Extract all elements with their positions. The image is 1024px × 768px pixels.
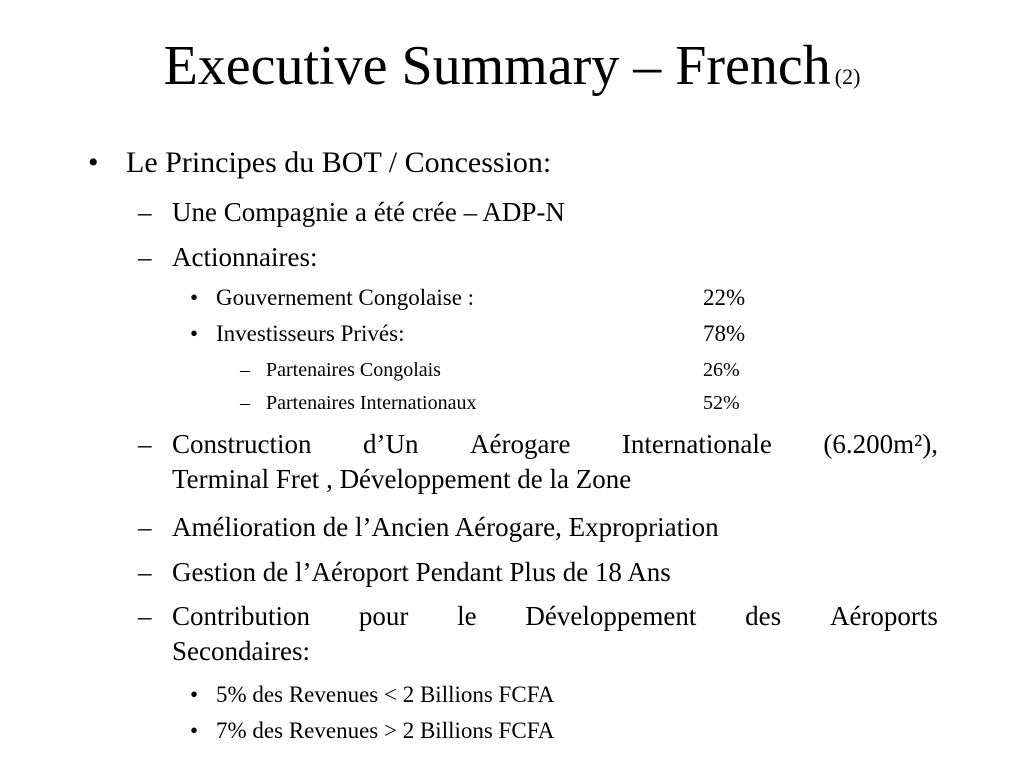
bullet-marker: • bbox=[190, 718, 199, 743]
slide-title-text: Executive Summary – French bbox=[163, 35, 831, 97]
construction-word: d’Un bbox=[363, 429, 419, 459]
slide-title-suffix: (2) bbox=[834, 64, 861, 89]
construction-word: Internationale bbox=[621, 429, 772, 459]
partner-value-international: 52% bbox=[703, 392, 740, 414]
partner-label-congolese: Partenaires Congolais bbox=[266, 359, 441, 381]
dash-marker: – bbox=[138, 429, 152, 459]
dash-marker: – bbox=[138, 557, 152, 587]
dash-marker: – bbox=[138, 197, 152, 227]
contribution-word: Aéroports bbox=[829, 601, 938, 631]
construction-line-2: Terminal Fret , Développement de la Zone bbox=[172, 464, 632, 494]
shareholder-label-private: Investisseurs Privés: bbox=[216, 321, 405, 346]
shareholder-value-private: 78% bbox=[703, 321, 746, 346]
construction-word: (6.200m²), bbox=[823, 429, 938, 459]
partner-value-congolese: 26% bbox=[703, 359, 740, 381]
construction-line-1 bbox=[172, 427, 938, 462]
item-shareholders: Actionnaires: bbox=[172, 242, 318, 272]
item-improvement: Amélioration de l’Ancien Aérogare, Expropriation bbox=[172, 512, 719, 542]
construction-word: Aérogare bbox=[470, 429, 571, 459]
contribution-word: Contribution bbox=[172, 601, 311, 631]
item-company: Une Compagnie a été crée – ADP-N bbox=[172, 197, 565, 227]
item-construction bbox=[172, 427, 938, 497]
partner-label-international: Partenaires Internationaux bbox=[266, 392, 477, 414]
dash-marker: – bbox=[240, 359, 250, 381]
bullet-marker: • bbox=[190, 682, 199, 707]
item-management: Gestion de l’Aéroport Pendant Plus de 18 Ans bbox=[172, 557, 671, 587]
bullet-marker: • bbox=[190, 321, 199, 346]
bullet-marker: • bbox=[88, 146, 99, 179]
bullet-marker: • bbox=[190, 285, 199, 310]
slide-title bbox=[0, 30, 1024, 113]
contribution-word: le bbox=[457, 601, 477, 631]
shareholder-label-government: Gouvernement Congolaise : bbox=[216, 285, 475, 310]
contribution-word: pour bbox=[358, 601, 409, 631]
contribution-word: Développement bbox=[525, 601, 697, 631]
contribution-line-1 bbox=[172, 599, 938, 634]
main-bullet-text: Le Principes du BOT / Concession: bbox=[126, 146, 552, 179]
dash-marker: – bbox=[138, 601, 152, 631]
shareholder-value-government: 22% bbox=[703, 285, 746, 310]
dash-marker: – bbox=[138, 242, 152, 272]
revenue-item: 7% des Revenues > 2 Billions FCFA bbox=[216, 718, 555, 743]
item-contribution bbox=[172, 599, 938, 669]
revenue-item: 5% des Revenues < 2 Billions FCFA bbox=[216, 682, 555, 707]
contribution-word: des bbox=[745, 601, 782, 631]
contribution-line-2: Secondaires: bbox=[172, 636, 310, 666]
construction-word: Construction bbox=[172, 429, 312, 459]
dash-marker: – bbox=[138, 512, 152, 542]
dash-marker: – bbox=[240, 392, 250, 414]
